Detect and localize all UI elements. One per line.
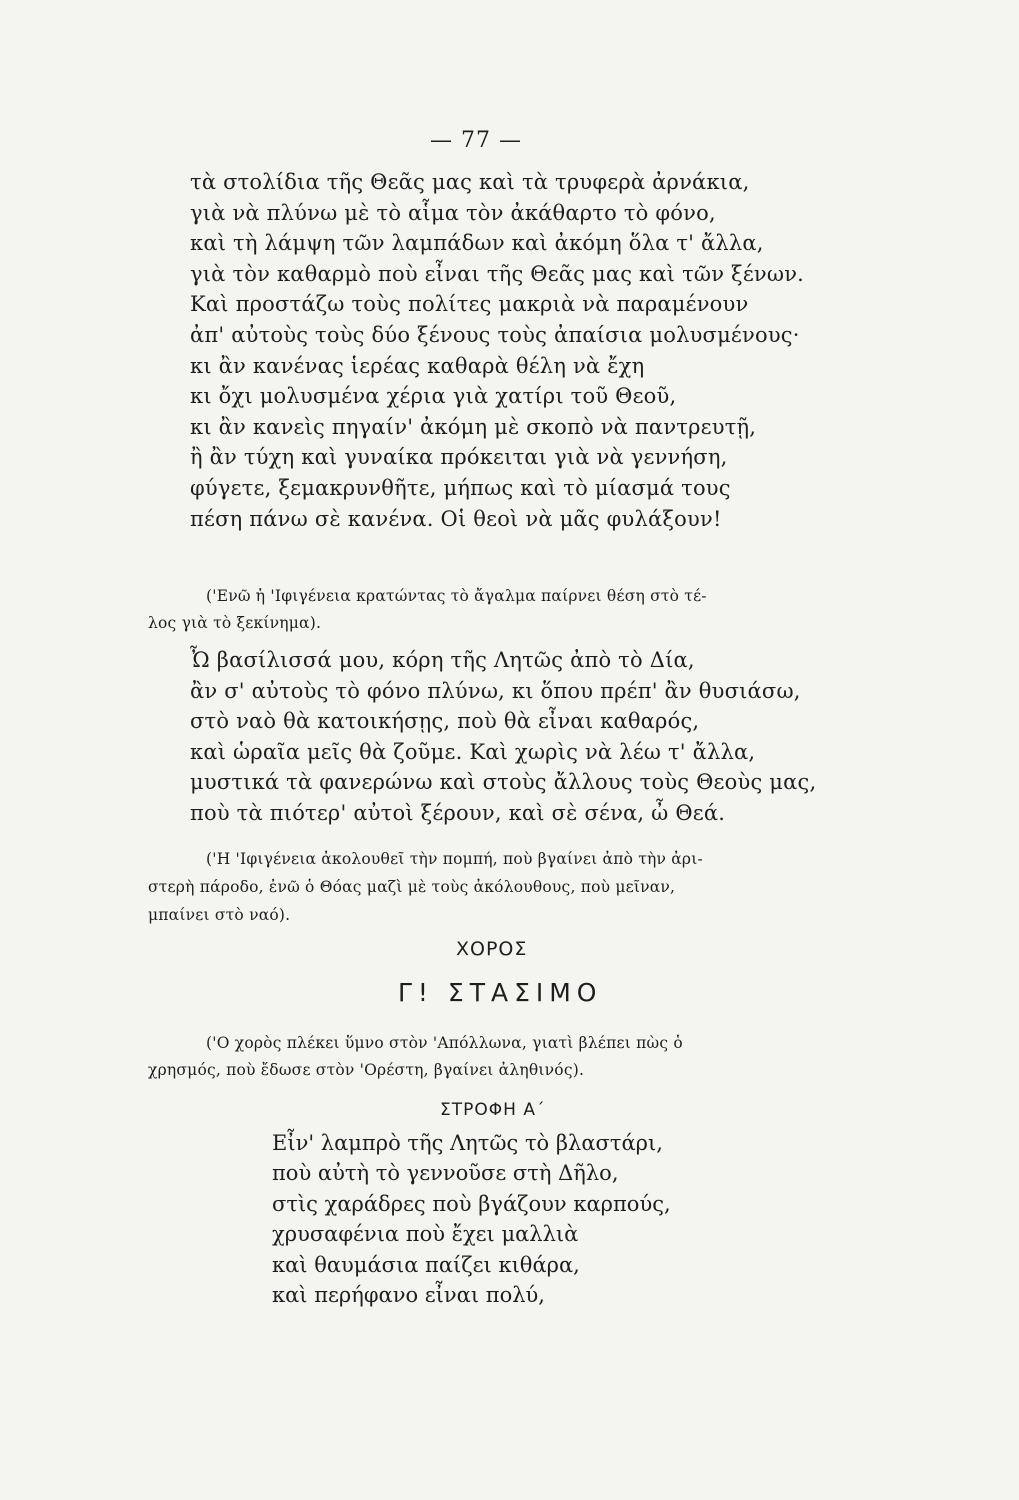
strophe-line: καὶ θαυμάσια παίζει κιθάρα, [272,1252,580,1277]
stasimo-heading: Γ! ΣΤΑΣΙΜΟ [398,978,603,1007]
strophe-line: χρυσαφένια ποὺ ἔχει μαλλιὰ [272,1222,579,1247]
strophe-block [272,1128,671,1310]
strophe-line: καὶ περήφανο εἶναι πολύ, [272,1282,545,1307]
stage-direction-line: μπαίνει στὸ ναό). [148,906,291,924]
stage-direction-line: ('Ενῶ ἡ 'Ιφιγένεια κρατώντας τὸ ἄγαλμα παίρνει θέση στὸ τέ- [206,587,707,605]
verse-line: πέση πάνω σὲ κανένα. Οἱ θεοὶ νὰ μᾶς φυλάξουν! [190,506,722,531]
verse-line: γιὰ τὸν καθαρμὸ ποὺ εἶναι τῆς Θεᾶς μας καὶ τῶν ξένων. [190,261,805,286]
stage-direction-line: χρησμός, ποὺ ἔδωσε στὸν 'Ορέστη, βγαίνει ἀληθινός). [148,1061,585,1079]
verse-line: ἢ ἂν τύχη καὶ γυναίκα πρόκειται γιὰ νὰ γεννήση, [190,445,728,470]
stage-direction-line: ('Ο χορὸς πλέκει ὕμνο στὸν 'Απόλλωνα, γιατὶ βλέπει πὼς ὁ [206,1034,683,1052]
verse-line: Καὶ προστάζω τοὺς πολίτες μακριὰ νὰ παραμένουν [190,292,749,317]
verse-line: ἀπ' αὐτοὺς τοὺς δύο ξένους τοὺς ἀπαίσια μολυσμένους· [190,322,800,347]
strophe-line: στὶς χαράδρες ποὺ βγάζουν καρπούς, [272,1191,671,1216]
verse-line: κι ὄχι μολυσμένα χέρια γιὰ χατίρι τοῦ Θεοῦ, [190,384,677,409]
verse-line: φύγετε, ξεμακρυνθῆτε, μήπως καὶ τὸ μίασμά τους [190,475,731,500]
stage-direction-line: ('Η 'Ιφιγένεια ἀκολουθεῖ τὴν πομπή, ποὺ βγαίνει ἀπὸ τὴν ἀρι- [206,850,703,868]
verse-line: κι ἂν κανένας ἱερέας καθαρὰ θέλη νὰ ἔχη [190,353,645,378]
verse-line: καὶ ὡραῖα μεῖς θὰ ζοῦμε. Καὶ χωρὶς νὰ λέω τ' ἄλλα, [190,739,756,764]
verse-block [190,645,816,829]
verse-line: ἂν σ' αὐτοὺς τὸ φόνο πλύνω, κι ὅπου πρέπ' ἂν θυσιάσω, [190,678,801,703]
page-number: — 77 — [430,128,522,153]
verse-line: Ὦ βασίλισσά μου, κόρη τῆς Λητῶς ἀπὸ τὸ Δία, [190,648,695,672]
verse-line: στὸ ναὸ θὰ κατοικήσῃς, ποὺ θὰ εἶναι καθαρός, [190,709,700,734]
verse-line: γιὰ νὰ πλύνω μὲ τὸ αἷμα τὸν ἀκάθαρτο τὸ φόνο, [190,200,716,225]
verse-line: κι ἂν κανεὶς πηγαίν' ἀκόμη μὲ σκοπὸ νὰ παντρευτῇ, [190,414,757,439]
strophe-line: ποὺ αὐτὴ τὸ γεννοῦσε στὴ Δῆλο, [272,1161,619,1186]
verse-line: καὶ τὴ λάμψη τῶν λαμπάδων καὶ ἀκόμη ὅλα τ' ἄλλα, [190,231,764,256]
stage-direction-line: στερὴ πάροδο, ἐνῶ ὁ Θόας μαζὶ μὲ τοὺς ἀκόλουθους, ποὺ μεῖναν, [148,878,676,896]
verse-line: τὰ στολίδια τῆς Θεᾶς μας καὶ τὰ τρυφερὰ ἀρνάκια, [190,170,750,194]
strophe-line: Εἶν' λαμπρὸ τῆς Λητῶς τὸ βλαστάρι, [272,1131,663,1155]
verse-line: μυστικά τὰ φανερώνω καὶ στοὺς ἄλλους τοὺς Θεοὺς μας, [190,770,817,795]
verse-line: ποὺ τὰ πιότερ' αὐτοὶ ξέρουν, καὶ σὲ σένα, ὦ Θεά. [190,800,726,825]
strophe-heading: ΣΤΡΟΦΗ Α΄ [440,1100,546,1120]
chorus-heading: ΧΟΡΟΣ [456,938,528,960]
verse-block [190,167,804,534]
stage-direction-line: λος γιὰ τὸ ξεκίνημα). [148,614,322,632]
